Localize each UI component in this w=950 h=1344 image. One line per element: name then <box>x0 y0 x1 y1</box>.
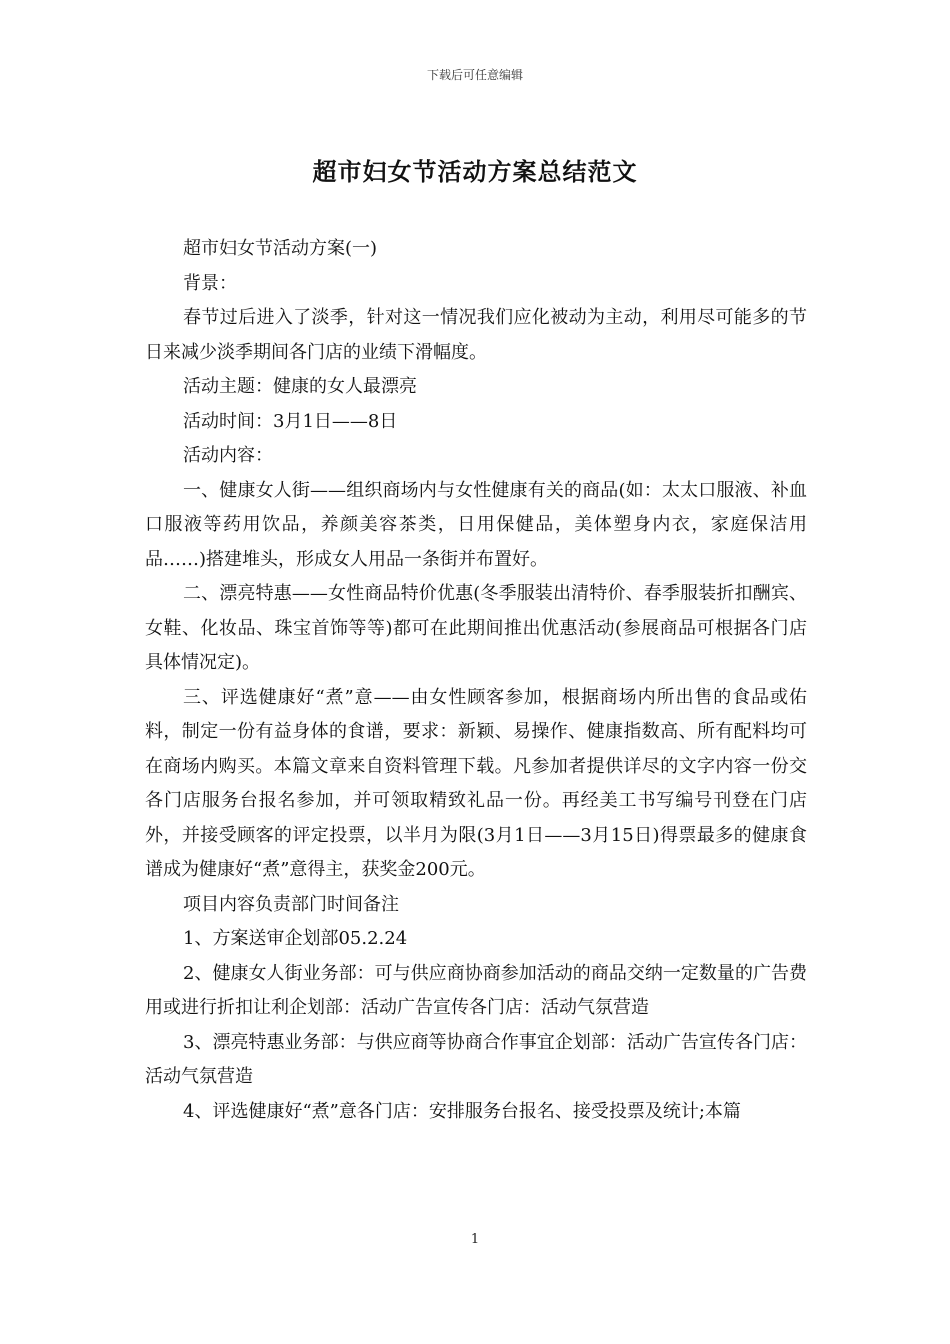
page-number: 1 <box>470 1232 480 1247</box>
paragraph-content-label: 活动内容： <box>183 445 273 466</box>
paragraph-row-4: 4、评选健康好“煮”意各门店：安排服务台报名、接受投票及统计;本篇 <box>183 1100 741 1122</box>
header-note: 下载后可任意编辑 <box>426 68 523 82</box>
paragraph-row-2: 2、健康女人街业务部：可与供应商协商参加活动的商品交纳一定数量的广告费用或进行折扣让利企划部：活动广告宣传各门店：活动气氛营造 <box>145 962 807 1018</box>
page-title: 超市妇女节活动方案总结范文 <box>312 158 638 186</box>
paragraph-table-header: 项目内容负责部门时间备注 <box>183 893 399 915</box>
document-body <box>145 232 807 1129</box>
paragraph-time: 活动时间：3月1日——8日 <box>183 410 398 432</box>
paragraph-subtitle: 超市妇女节活动方案(一) <box>183 238 378 259</box>
paragraph-background-label: 背景： <box>183 272 237 294</box>
paragraph-item-1: 一、健康女人街——组织商场内与女性健康有关的商品(如：太太口服液、补血口服液等药用饮品，养颜美容茶类，日用保健品，美体塑身内衣，家庭保洁用品……)搭建堆头，形成女人用品一条街并布置好。 <box>145 479 807 570</box>
paragraph-item-2: 二、漂亮特惠——女性商品特价优惠(冬季服装出清特价、春季服装折扣酬宾、女鞋、化妆品、珠宝首饰等等)都可在此期间推出优惠活动(参展商品可根据各门店具体情况定)。 <box>145 583 807 673</box>
paragraph-theme: 活动主题：健康的女人最漂亮 <box>183 376 417 397</box>
paragraph-row-1: 1、方案送审企划部05.2.24 <box>183 928 408 949</box>
paragraph-row-3: 3、漂亮特惠业务部：与供应商等协商合作事宜企划部：活动广告宣传各门店：活动气氛营造 <box>145 1031 807 1087</box>
paragraph-item-3: 三、评选健康好“煮”意——由女性顾客参加，根据商场内所出售的食品或佑料，制定一份有益身体的食谱，要求：新颖、易操作、健康指数高、所有配料均可在商场内购买。本篇文章来自资料管理下载。凡参加者提供详尽的文字内容一份交各门店服务台报名参加，并可领取精致礼品一份。再经美工书写编号刊登在门店外，并接受顾客的评定投票，以半月为限(3月1日——3月15日)得票最多的健康食谱成为健康好“煮”意得主，获奖金200元。 <box>145 686 807 880</box>
paragraph-background: 春节过后进入了淡季，针对这一情况我们应化被动为主动，利用尽可能多的节日来减少淡季期间各门店的业绩下滑幅度。 <box>145 307 807 363</box>
